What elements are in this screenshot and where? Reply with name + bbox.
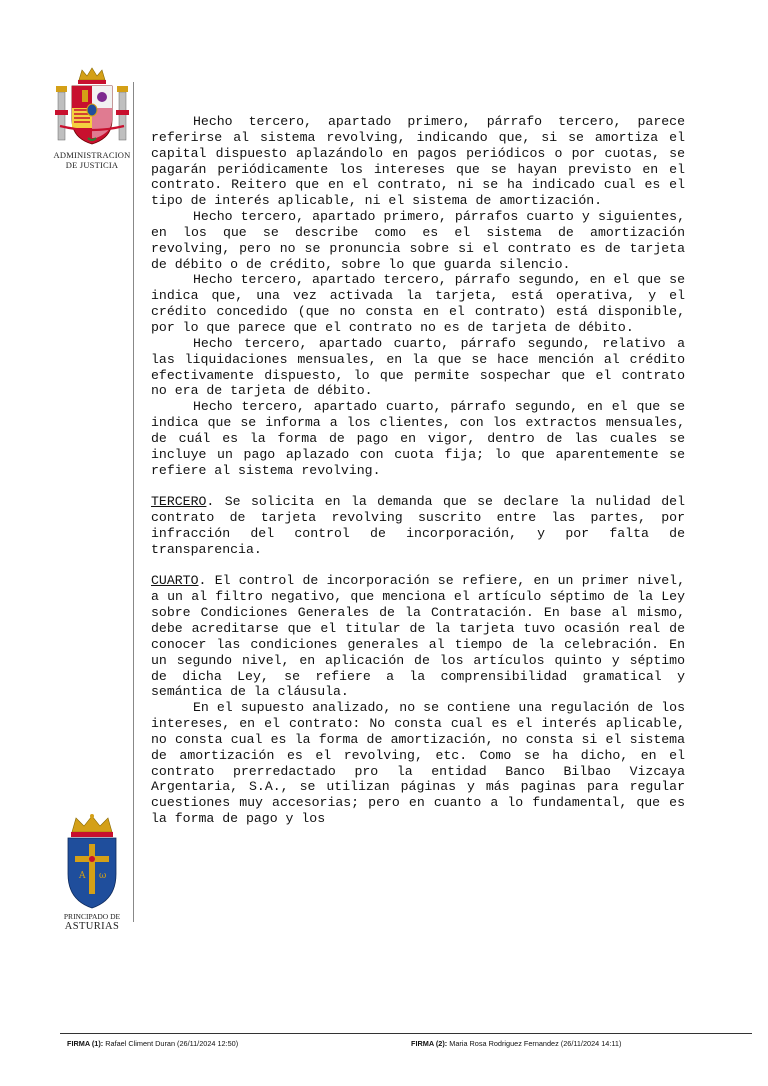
logo-caption-line1: ADMINISTRACION: [53, 150, 131, 160]
signature-1: [67, 1039, 238, 1048]
section-heading: CUARTO: [151, 573, 199, 589]
section-text: . El control de incorporación se refiere, en un primer nivel, a un al filtro negativo, que menciona el artículo séptimo de la Ley sobre Condiciones Generales de la Contratación. En base al mismo, debe acreditarse que el titular de la tarjeta tuvo ocasión real de conocer las condiciones generales al tiempo de la celebración. En un segundo nivel, en aplicación de los artículos quinto y séptimo de dicha Ley, se refiere a la comprensibilidad gramatical y semántica de la cláusula.: [151, 573, 685, 700]
logo-caption-line1: PRINCIPADO DE: [63, 912, 121, 921]
paragraph: Hecho tercero, apartado cuarto, párrafo segundo, relativo a las liquidaciones mensuales, en la que se hace mención al crédito efectivamente dispuesto, lo que permite sospechar que el contrato no era de tarjeta de débito.: [151, 335, 685, 399]
document-body: [151, 114, 685, 827]
section-text: . Se solicita en la demanda que se declare la nulidad del contrato de tarjeta revolving suscrito entre las partes, por infracción del control de incorporación, y por falta de transparencia.: [151, 494, 685, 557]
asturias-coat-of-arms-icon: [60, 812, 124, 910]
paragraph: Hecho tercero, apartado primero, párrafos cuarto y siguientes, en los que se describe como es el sistema de amortización revolving, pero no se pronuncia sobre si el contrato es de tarjeta de débito o de crédito, sobre lo que guarda silencio.: [151, 209, 685, 272]
paragraph: Hecho tercero, apartado primero, párrafo tercero, parece referirse al sistema revolving, indicando que, si se amortiza el capital dispuesto aplazándolo en pagos periódicos o por cuotas, se pagarán periódicamente los intereses que se hayan previsto en el contrato. Reitero que en el contrato, ni se ha indicado cual es el tipo de interés aplicable, ni el sistema de amortización.: [151, 114, 685, 209]
svg-text:ω: ω: [99, 871, 107, 881]
svg-text:A: A: [79, 871, 86, 881]
paragraph: En el supuesto analizado, no se contiene una regulación de los intereses, en el contrato: No consta cual es el interés aplicable, no consta cual es la forma de amortización, no consta si el sistema de amortización es el revolving, etc. Como se ha dicho, en el contrato prerredactado pro la entidad Banco Bilbao Vizcaya Argentaria, S.A., se utilizan páginas y más paginas para regular cuestiones muy accesorias; pero en cuanto a lo fundamental, que es la forma de pago y los: [151, 700, 685, 827]
section-paragraph: [151, 573, 685, 700]
signature-2: [411, 1039, 621, 1048]
paragraph: Hecho tercero, apartado cuarto, párrafo segundo, en el que se indica que se informa a los clientes, con los extractos mensuales, de cuál es la forma de pago en vigor, dentro de las cuales se incluye un pago aplazado con cuota fija; lo que aparentemente se refiere al sistema revolving.: [151, 399, 685, 478]
footer-rule: [60, 1033, 752, 1034]
logo-caption-line2: DE JUSTICIA: [65, 160, 119, 170]
signature-2-value: Maria Rosa Rodriguez Fernandez (26/11/2024 14:11): [449, 1039, 622, 1048]
section-heading: TERCERO: [151, 494, 207, 510]
principado-asturias-logo: [60, 812, 128, 934]
signature-1-label: FIRMA (1):: [67, 1039, 104, 1048]
administracion-justicia-logo: [52, 66, 132, 170]
section-paragraph: [151, 494, 685, 557]
logo-caption-line2: ASTURIAS: [64, 921, 120, 932]
spain-coat-of-arms-icon: [52, 66, 132, 150]
paragraph: Hecho tercero, apartado tercero, párrafo segundo, en el que se indica que, una vez activada la tarjeta, está operativa, y el crédito concedido (que no consta en el contrato) está disponible, por lo que parece que el contrato no es de tarjeta de débito.: [151, 272, 685, 335]
left-margin-rule: [133, 82, 134, 922]
signature-2-label: FIRMA (2):: [411, 1039, 448, 1048]
signature-1-value: Rafael Climent Duran (26/11/2024 12:50): [105, 1039, 239, 1048]
